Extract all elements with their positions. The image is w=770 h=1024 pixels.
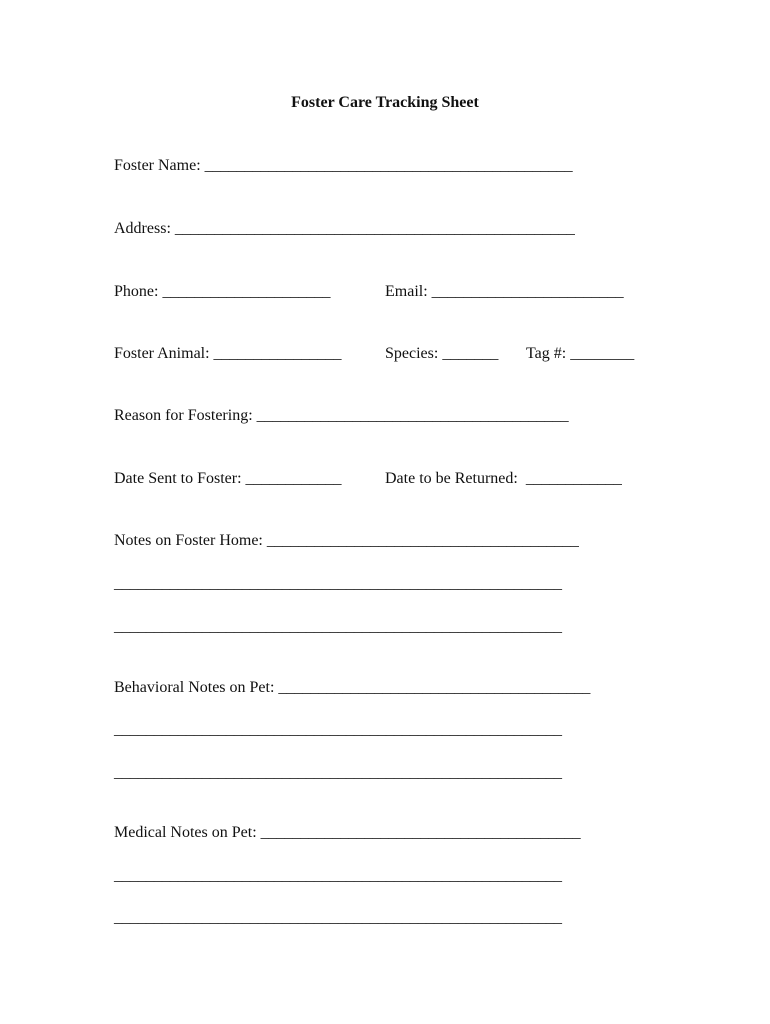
address-field: Address: __________________________________________________ [114, 220, 575, 237]
foster-name-field: Foster Name: ______________________________________________ [114, 157, 573, 174]
medical-notes-line-3: ________________________________________________________ [114, 909, 562, 926]
notes-foster-home-field: Notes on Foster Home: _______________________________________ [114, 532, 579, 549]
date-returned-field: Date to be Returned: ____________ [385, 470, 622, 487]
behavioral-notes-line-3: ________________________________________________________ [114, 764, 562, 781]
tag-field: Tag #: ________ [526, 345, 635, 362]
date-sent-field: Date Sent to Foster: ____________ [114, 470, 342, 487]
notes-foster-home-line-3: ________________________________________________________ [114, 618, 562, 635]
species-field: Species: _______ [385, 345, 499, 362]
foster-animal-field: Foster Animal: ________________ [114, 345, 342, 362]
email-field: Email: ________________________ [385, 283, 624, 300]
phone-field: Phone: _____________________ [114, 283, 331, 300]
behavioral-notes-field: Behavioral Notes on Pet: _______________________________________ [114, 679, 591, 696]
medical-notes-line-2: ________________________________________________________ [114, 867, 562, 884]
medical-notes-field: Medical Notes on Pet: ________________________________________ [114, 824, 581, 841]
behavioral-notes-line-2: ________________________________________________________ [114, 721, 562, 738]
page-title: Foster Care Tracking Sheet [291, 94, 479, 111]
notes-foster-home-line-2: ________________________________________________________ [114, 575, 562, 592]
reason-field: Reason for Fostering: _______________________________________ [114, 407, 569, 424]
